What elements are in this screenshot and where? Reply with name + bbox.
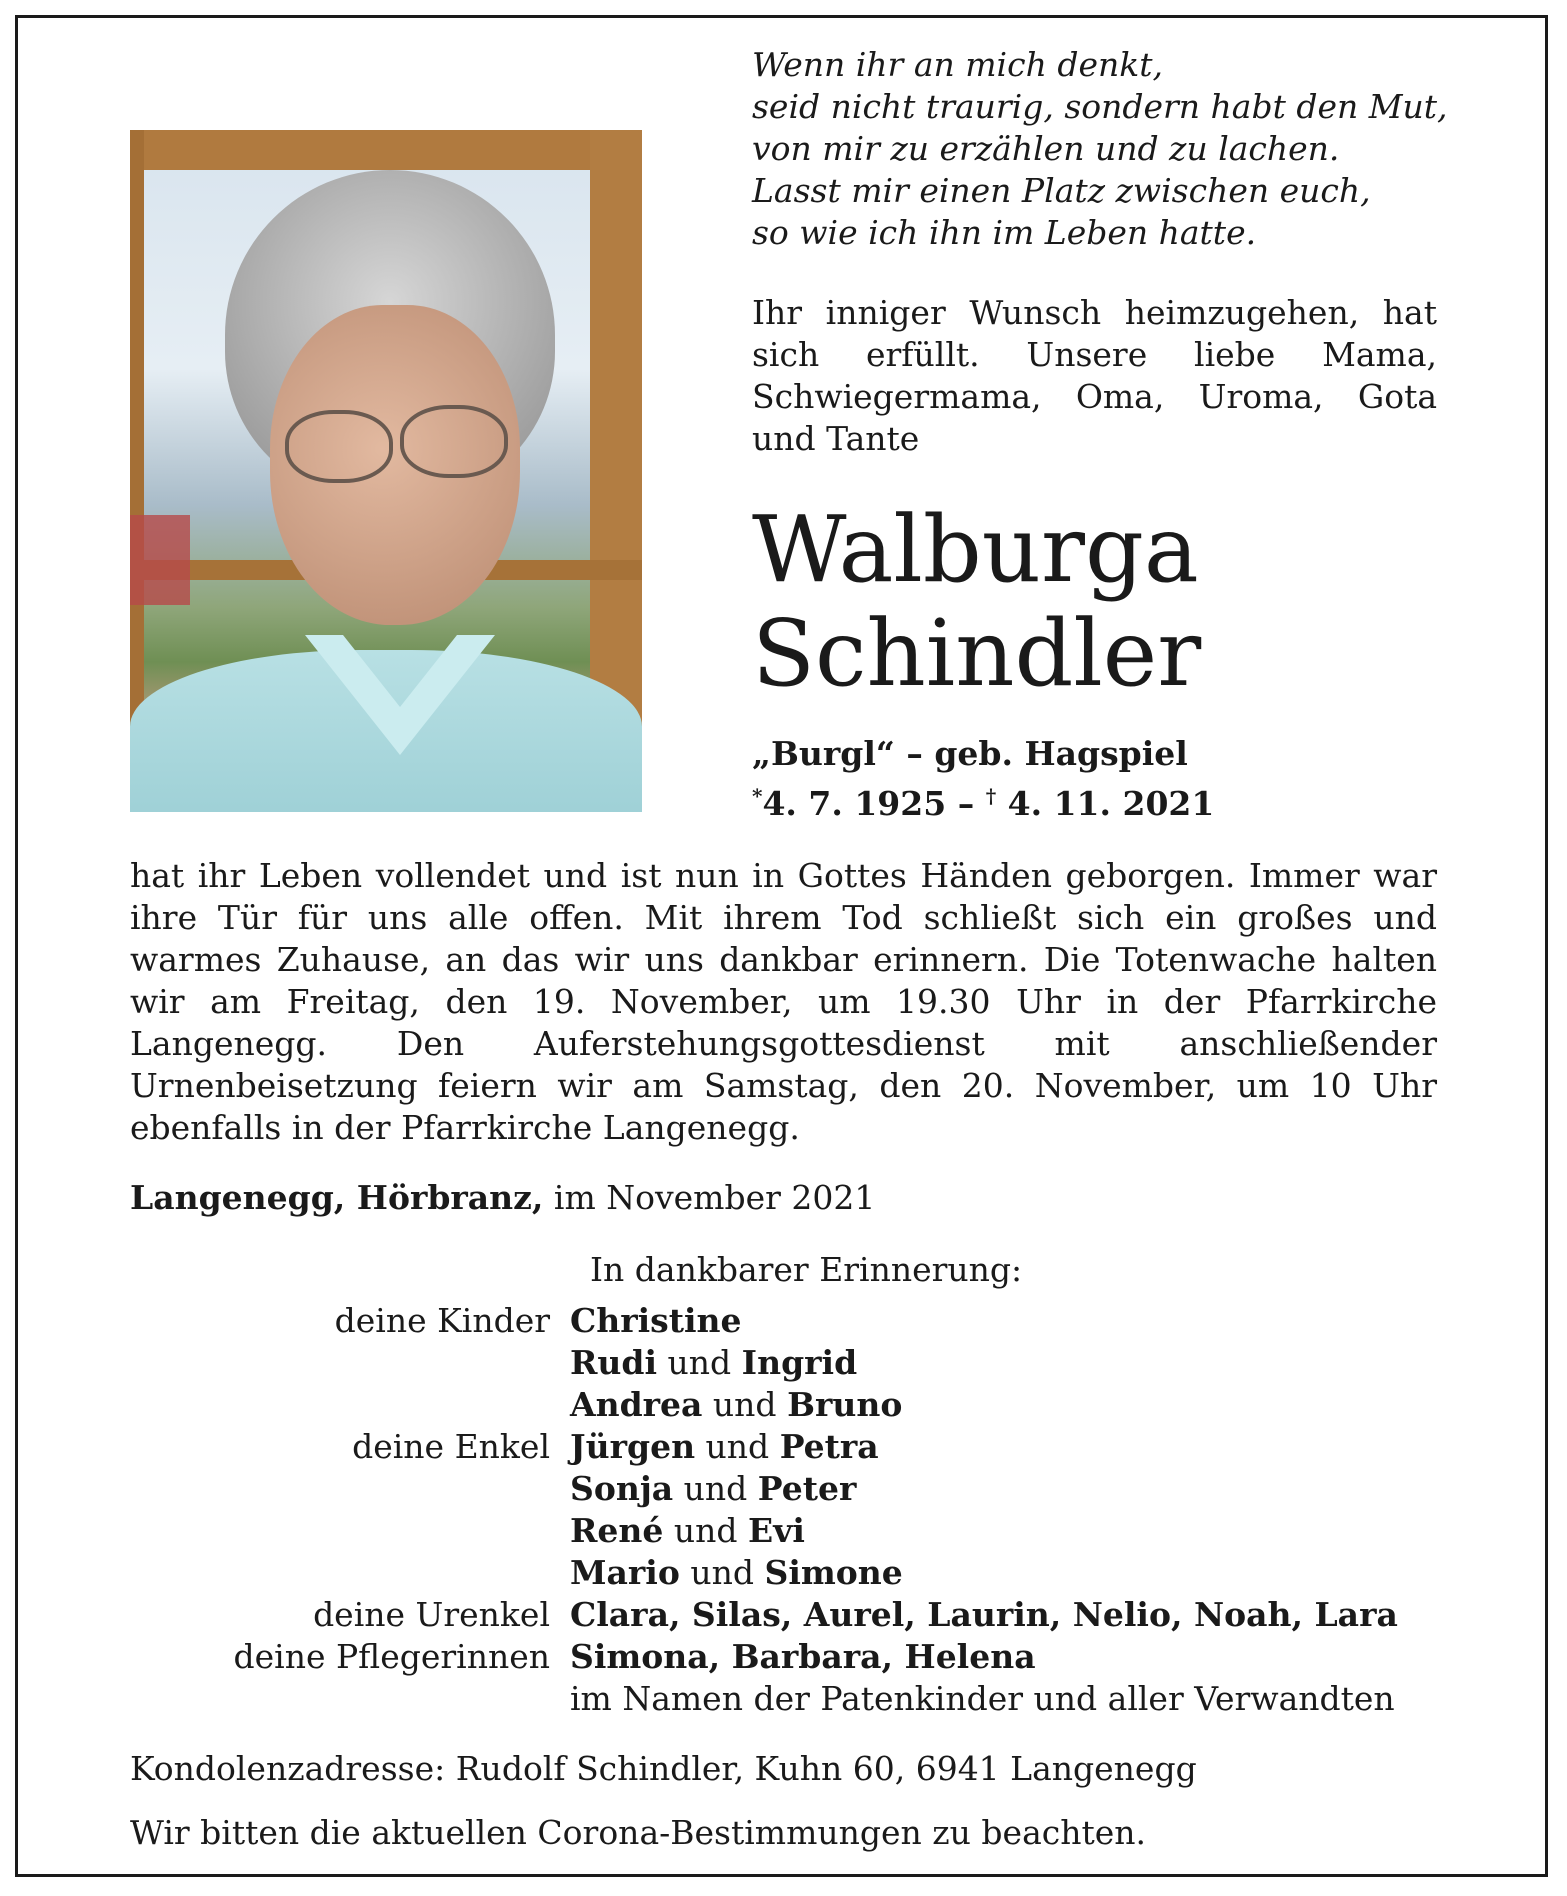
family-row [150,1342,1398,1384]
family-member-name: Bruno [787,1385,903,1424]
family-names [570,1678,1395,1720]
birth-date: 4. 7. 1925 [762,784,947,823]
family-names [570,1594,1398,1636]
family-relation: deine Enkel [352,1427,550,1466]
family-member-name: Andrea [570,1385,703,1424]
family-member-name: Mario [570,1553,680,1592]
family-names [570,1300,742,1342]
family-member-name: Clara, Silas, Aurel, Laurin, Nelio, Noah, Lara [570,1595,1398,1634]
family-relation: deine Pflegerinnen [233,1637,550,1676]
family-row [150,1426,1398,1468]
birth-symbol: * [752,784,763,808]
first-name: Walburga [752,496,1199,603]
place-date [130,1177,875,1219]
deceased-name [752,498,1201,706]
condolence-address: Kondolenzadresse: Rudolf Schindler, Kuhn 60, 6941 Langenegg [130,1749,1197,1788]
family-names [570,1510,805,1552]
family-relation: deine Urenkel [313,1595,550,1634]
family-member-name: Ingrid [741,1343,858,1382]
place-names: Langenegg, Hörbranz, [130,1178,544,1217]
family-member-name: Simona, Barbara, Helena [570,1637,1036,1676]
portrait-photo [130,130,642,812]
corona-note: Wir bitten die aktuellen Corona-Bestimmungen zu beachten. [130,1813,1147,1852]
memory-heading: In dankbarer Erinnerung: [590,1250,1023,1289]
death-date: 4. 11. 2021 [996,784,1215,823]
poem-line: Wenn ihr an mich denkt, [752,45,1163,84]
family-names [570,1342,857,1384]
family-row [150,1552,1398,1594]
family-names [570,1552,903,1594]
family-member-name: Christine [570,1301,742,1340]
poem-line: seid nicht traurig, sondern habt den Mut, [752,87,1448,126]
poem-line: so wie ich ihn im Leben hatte. [752,213,1257,252]
family-row [150,1300,1398,1342]
family-connector: und [673,1469,758,1508]
family-row [150,1384,1398,1426]
family-relation [150,1552,570,1594]
family-member-name: Rudi [570,1343,658,1382]
family-connector: und [695,1427,780,1466]
life-dates [752,775,1214,825]
family-names [570,1426,879,1468]
family-connector: und [679,1553,765,1592]
place-month: im November 2021 [543,1178,876,1217]
last-name: Schindler [752,600,1202,707]
family-connector: im Namen der Patenkinder und aller Verwandten [570,1679,1395,1718]
family-names [570,1384,902,1426]
family-relation [150,1384,570,1426]
family-member-name: Simone [764,1553,903,1592]
death-symbol: † [985,784,997,808]
family-relation [150,1510,570,1552]
poem-line: Lasst mir einen Platz zwischen euch, [752,171,1371,210]
family-row [150,1636,1398,1678]
family-relation: deine Kinder [334,1301,550,1340]
family-relation [150,1468,570,1510]
family-connector: und [657,1343,742,1382]
nickname-line: „Burgl“ – geb. Hagspiel [752,734,1188,773]
family-names [570,1468,856,1510]
family-member-name: René [570,1511,664,1550]
intro-text: Ihr inniger Wunsch heimzugehen, hat sich erfüllt. Unsere liebe Mama, Schwiegermama, Oma, Uroma, Gota und Tante [752,293,1437,458]
family-member-name: Peter [757,1469,857,1508]
poem [752,44,1452,254]
announcement-text: hat ihr Leben vollendet und ist nun in Gottes Händen geborgen. Immer war ihre Tür für uns alle offen. Mit ihrem Tod schließt sich ein großes und warmes Zuhause, an das wir uns dankbar erinnern. Die Totenwache halten wir am Freitag, den 19. November, um 19.30 Uhr in der Pfarrkirche Langenegg. Den Auferstehungsgottesdienst mit anschließender Urnenbeisetzung feiern wir am Samstag, den 20. November, um 10 Uhr ebenfalls in der Pfarrkirche Langenegg. [130,856,1437,1147]
family-connector: und [702,1385,788,1424]
family-row [150,1468,1398,1510]
family-names [570,1636,1036,1678]
family-relation [150,1342,570,1384]
family-relation [150,1678,570,1720]
family-row [150,1678,1398,1720]
poem-line: von mir zu erzählen und zu lachen. [752,129,1340,168]
family-row [150,1594,1398,1636]
family-member-name: Evi [748,1511,805,1550]
family-connector: und [663,1511,749,1550]
family-member-name: Jürgen [570,1427,696,1466]
family-list [150,1300,1398,1720]
date-separator: – [946,784,986,823]
family-member-name: Petra [779,1427,879,1466]
family-row [150,1510,1398,1552]
family-member-name: Sonja [570,1469,674,1508]
